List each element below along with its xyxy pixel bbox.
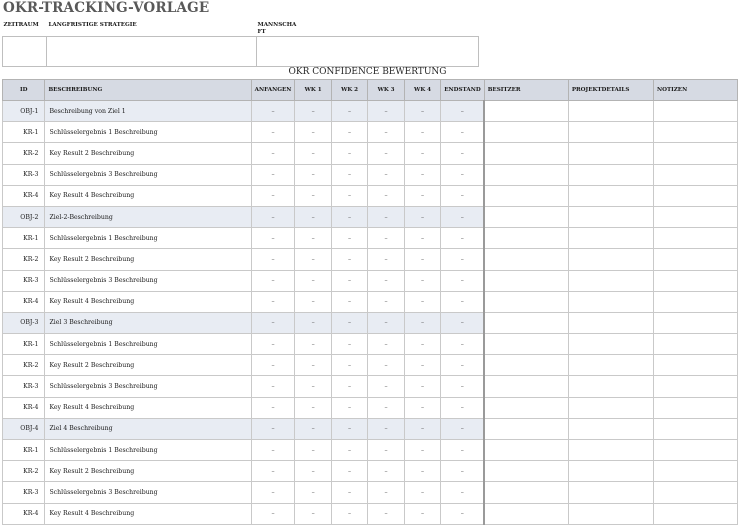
score-wk4[interactable]: –: [404, 206, 440, 227]
objective-row: [3, 206, 738, 227]
row-description[interactable]: Schlüsselergebnis 3 Beschreibung: [45, 270, 251, 291]
score-wk3[interactable]: –: [368, 312, 404, 333]
score-wk4[interactable]: –: [404, 270, 440, 291]
project-details-cell[interactable]: [568, 503, 653, 524]
score-final[interactable]: –: [441, 101, 484, 122]
key-result-row: [3, 164, 738, 185]
score-wk3[interactable]: –: [368, 185, 404, 206]
score-wk2[interactable]: –: [331, 376, 367, 397]
score-wk1[interactable]: –: [295, 270, 331, 291]
score-wk3[interactable]: –: [368, 122, 404, 143]
score-wk2[interactable]: –: [331, 185, 367, 206]
project-details-cell[interactable]: [568, 101, 653, 122]
col-header-final: ENDSTAND: [441, 80, 484, 101]
score-start[interactable]: –: [251, 461, 295, 482]
key-result-row: [3, 376, 738, 397]
score-start[interactable]: –: [251, 143, 295, 164]
score-wk4[interactable]: –: [404, 397, 440, 418]
score-final[interactable]: –: [441, 397, 484, 418]
row-id: KR-4: [3, 397, 45, 418]
score-wk3[interactable]: –: [368, 482, 404, 503]
score-wk1[interactable]: –: [295, 228, 331, 249]
score-final[interactable]: –: [441, 312, 484, 333]
score-wk4[interactable]: –: [404, 228, 440, 249]
objective-row: [3, 418, 738, 439]
score-final[interactable]: –: [441, 143, 484, 164]
score-start[interactable]: –: [251, 122, 295, 143]
score-wk2[interactable]: –: [331, 397, 367, 418]
project-details-cell[interactable]: [568, 334, 653, 355]
page-title: OKR-TRACKING-VORLAGE: [3, 0, 210, 16]
notes-cell[interactable]: [653, 312, 737, 333]
score-start[interactable]: –: [251, 206, 295, 227]
objective-row: [3, 101, 738, 122]
row-id: OBJ-1: [3, 101, 45, 122]
score-wk4[interactable]: –: [404, 164, 440, 185]
row-id: OBJ-3: [3, 312, 45, 333]
score-wk1[interactable]: –: [295, 101, 331, 122]
notes-cell[interactable]: [653, 482, 737, 503]
score-wk2[interactable]: –: [331, 101, 367, 122]
score-wk4[interactable]: –: [404, 291, 440, 312]
score-start[interactable]: –: [251, 164, 295, 185]
key-result-row: [3, 355, 738, 376]
notes-cell[interactable]: [653, 334, 737, 355]
row-id: KR-3: [3, 482, 45, 503]
score-final[interactable]: –: [441, 270, 484, 291]
score-final[interactable]: –: [441, 228, 484, 249]
project-details-cell[interactable]: [568, 143, 653, 164]
owner-cell[interactable]: [484, 185, 568, 206]
row-description[interactable]: Ziel-2-Beschreibung: [45, 206, 251, 227]
notes-cell[interactable]: [653, 397, 737, 418]
notes-cell[interactable]: [653, 206, 737, 227]
strategy-label: LANGFRISTIGE STRATEGIE: [48, 22, 137, 28]
notes-cell[interactable]: [653, 185, 737, 206]
row-id: KR-1: [3, 440, 45, 461]
project-details-cell[interactable]: [568, 397, 653, 418]
owner-cell[interactable]: [484, 503, 568, 524]
owner-cell[interactable]: [484, 122, 568, 143]
score-wk3[interactable]: –: [368, 164, 404, 185]
score-final[interactable]: –: [441, 164, 484, 185]
score-start[interactable]: –: [251, 503, 295, 524]
notes-cell[interactable]: [653, 461, 737, 482]
score-wk2[interactable]: –: [331, 249, 367, 270]
score-start[interactable]: –: [251, 397, 295, 418]
row-id: KR-3: [3, 164, 45, 185]
owner-cell[interactable]: [484, 440, 568, 461]
project-details-cell[interactable]: [568, 376, 653, 397]
row-description[interactable]: Key Result 4 Beschreibung: [45, 291, 251, 312]
row-description[interactable]: Schlüsselergebnis 1 Beschreibung: [45, 440, 251, 461]
row-id: KR-1: [3, 228, 45, 249]
score-wk3[interactable]: –: [368, 503, 404, 524]
row-description[interactable]: Key Result 2 Beschreibung: [45, 143, 251, 164]
score-start[interactable]: –: [251, 270, 295, 291]
score-start[interactable]: –: [251, 291, 295, 312]
score-final[interactable]: –: [441, 249, 484, 270]
row-description[interactable]: Ziel 3 Beschreibung: [45, 312, 251, 333]
score-start[interactable]: –: [251, 376, 295, 397]
row-description[interactable]: Key Result 4 Beschreibung: [45, 185, 251, 206]
score-wk2[interactable]: –: [331, 164, 367, 185]
key-result-row: [3, 185, 738, 206]
col-header-wk3: WK 3: [368, 80, 404, 101]
confidence-heading: OKR CONFIDENCE BEWERTUNG: [288, 67, 447, 77]
objective-row: [3, 312, 738, 333]
score-start[interactable]: –: [251, 101, 295, 122]
score-wk4[interactable]: –: [404, 143, 440, 164]
key-result-row: [3, 440, 738, 461]
row-description[interactable]: Schlüsselergebnis 1 Beschreibung: [45, 228, 251, 249]
period-field[interactable]: [3, 37, 47, 67]
notes-cell[interactable]: [653, 143, 737, 164]
strategy-field[interactable]: [47, 37, 257, 67]
score-wk2[interactable]: –: [331, 440, 367, 461]
score-wk4[interactable]: –: [404, 185, 440, 206]
score-wk2[interactable]: –: [331, 206, 367, 227]
owner-cell[interactable]: [484, 482, 568, 503]
owner-cell[interactable]: [484, 228, 568, 249]
score-wk3[interactable]: –: [368, 461, 404, 482]
score-final[interactable]: –: [441, 418, 484, 439]
score-wk1[interactable]: –: [295, 291, 331, 312]
score-start[interactable]: –: [251, 312, 295, 333]
score-wk2[interactable]: –: [331, 270, 367, 291]
project-details-cell[interactable]: [568, 206, 653, 227]
row-id: KR-2: [3, 461, 45, 482]
notes-cell[interactable]: [653, 228, 737, 249]
score-wk4[interactable]: –: [404, 334, 440, 355]
row-id: KR-3: [3, 376, 45, 397]
score-wk3[interactable]: –: [368, 228, 404, 249]
owner-cell[interactable]: [484, 397, 568, 418]
score-start[interactable]: –: [251, 418, 295, 439]
col-header-start: ANFANGEN: [251, 80, 295, 101]
score-wk4[interactable]: –: [404, 461, 440, 482]
col-header-project-details: PROJEKTDETAILS: [568, 80, 653, 101]
project-details-cell[interactable]: [568, 312, 653, 333]
notes-cell[interactable]: [653, 440, 737, 461]
col-header-wk4: WK 4: [404, 80, 440, 101]
project-details-cell[interactable]: [568, 418, 653, 439]
row-id: KR-2: [3, 143, 45, 164]
owner-cell[interactable]: [484, 164, 568, 185]
score-final[interactable]: –: [441, 206, 484, 227]
team-label: [257, 19, 479, 37]
owner-cell[interactable]: [484, 355, 568, 376]
row-description[interactable]: Schlüsselergebnis 1 Beschreibung: [45, 122, 251, 143]
score-wk1[interactable]: –: [295, 164, 331, 185]
score-final[interactable]: –: [441, 291, 484, 312]
row-id: KR-1: [3, 334, 45, 355]
score-final[interactable]: –: [441, 334, 484, 355]
score-wk2[interactable]: –: [331, 291, 367, 312]
owner-cell[interactable]: [484, 312, 568, 333]
score-wk3[interactable]: –: [368, 206, 404, 227]
score-wk2[interactable]: –: [331, 482, 367, 503]
score-wk4[interactable]: –: [404, 503, 440, 524]
score-final[interactable]: –: [441, 461, 484, 482]
row-id: KR-2: [3, 355, 45, 376]
score-wk4[interactable]: –: [404, 312, 440, 333]
owner-cell[interactable]: [484, 334, 568, 355]
project-details-cell[interactable]: [568, 461, 653, 482]
owner-cell[interactable]: [484, 270, 568, 291]
key-result-row: [3, 482, 738, 503]
key-result-row: [3, 270, 738, 291]
owner-cell[interactable]: [484, 143, 568, 164]
row-id: KR-1: [3, 122, 45, 143]
score-start[interactable]: –: [251, 228, 295, 249]
score-wk1[interactable]: –: [295, 503, 331, 524]
score-wk1[interactable]: –: [295, 440, 331, 461]
col-header-owner: BESITZER: [484, 80, 568, 101]
key-result-row: [3, 334, 738, 355]
row-id: KR-4: [3, 185, 45, 206]
team-label-text: MANNSCHA FT: [257, 22, 297, 35]
score-final[interactable]: –: [441, 355, 484, 376]
notes-cell[interactable]: [653, 270, 737, 291]
score-start[interactable]: –: [251, 355, 295, 376]
notes-cell[interactable]: [653, 376, 737, 397]
score-wk2[interactable]: –: [331, 418, 367, 439]
score-wk3[interactable]: –: [368, 355, 404, 376]
project-details-cell[interactable]: [568, 185, 653, 206]
row-id: OBJ-2: [3, 206, 45, 227]
score-wk3[interactable]: –: [368, 440, 404, 461]
okr-table: [2, 79, 738, 525]
key-result-row: [3, 397, 738, 418]
row-description[interactable]: Schlüsselergebnis 3 Beschreibung: [45, 164, 251, 185]
notes-cell[interactable]: [653, 355, 737, 376]
score-wk3[interactable]: –: [368, 101, 404, 122]
score-wk1[interactable]: –: [295, 206, 331, 227]
notes-cell[interactable]: [653, 122, 737, 143]
row-description[interactable]: Schlüsselergebnis 1 Beschreibung: [45, 334, 251, 355]
score-wk1[interactable]: –: [295, 461, 331, 482]
score-wk4[interactable]: –: [404, 418, 440, 439]
row-description[interactable]: Schlüsselergebnis 3 Beschreibung: [45, 482, 251, 503]
notes-cell[interactable]: [653, 101, 737, 122]
score-start[interactable]: –: [251, 440, 295, 461]
score-wk2[interactable]: –: [331, 461, 367, 482]
key-result-row: [3, 143, 738, 164]
key-result-row: [3, 228, 738, 249]
project-details-cell[interactable]: [568, 482, 653, 503]
row-id: KR-4: [3, 291, 45, 312]
row-id: KR-4: [3, 503, 45, 524]
score-wk4[interactable]: –: [404, 249, 440, 270]
score-wk3[interactable]: –: [368, 418, 404, 439]
owner-cell[interactable]: [484, 101, 568, 122]
score-final[interactable]: –: [441, 440, 484, 461]
notes-cell[interactable]: [653, 249, 737, 270]
row-description[interactable]: Key Result 2 Beschreibung: [45, 355, 251, 376]
score-wk1[interactable]: –: [295, 376, 331, 397]
row-description[interactable]: Key Result 4 Beschreibung: [45, 397, 251, 418]
score-wk3[interactable]: –: [368, 334, 404, 355]
score-final[interactable]: –: [441, 503, 484, 524]
score-wk1[interactable]: –: [295, 482, 331, 503]
score-wk2[interactable]: –: [331, 355, 367, 376]
key-result-row: [3, 122, 738, 143]
row-id: KR-2: [3, 249, 45, 270]
score-wk4[interactable]: –: [404, 101, 440, 122]
notes-cell[interactable]: [653, 418, 737, 439]
project-details-cell[interactable]: [568, 291, 653, 312]
row-id: KR-3: [3, 270, 45, 291]
owner-cell[interactable]: [484, 249, 568, 270]
key-result-row: [3, 249, 738, 270]
row-description[interactable]: Key Result 4 Beschreibung: [45, 503, 251, 524]
row-description[interactable]: Ziel 4 Beschreibung: [45, 418, 251, 439]
score-start[interactable]: –: [251, 482, 295, 503]
row-description[interactable]: Key Result 2 Beschreibung: [45, 461, 251, 482]
score-wk2[interactable]: –: [331, 503, 367, 524]
score-wk3[interactable]: –: [368, 249, 404, 270]
score-wk2[interactable]: –: [331, 228, 367, 249]
score-start[interactable]: –: [251, 185, 295, 206]
score-final[interactable]: –: [441, 482, 484, 503]
score-final[interactable]: –: [441, 122, 484, 143]
score-wk1[interactable]: –: [295, 143, 331, 164]
owner-cell[interactable]: [484, 376, 568, 397]
owner-cell[interactable]: [484, 206, 568, 227]
score-wk1[interactable]: –: [295, 185, 331, 206]
team-field[interactable]: [257, 37, 479, 67]
score-wk2[interactable]: –: [331, 334, 367, 355]
score-wk3[interactable]: –: [368, 143, 404, 164]
score-wk2[interactable]: –: [331, 122, 367, 143]
row-id: OBJ-4: [3, 418, 45, 439]
project-details-cell[interactable]: [568, 270, 653, 291]
notes-cell[interactable]: [653, 503, 737, 524]
col-header-id: ID: [3, 80, 45, 101]
score-wk1[interactable]: –: [295, 122, 331, 143]
project-details-cell[interactable]: [568, 122, 653, 143]
owner-cell[interactable]: [484, 461, 568, 482]
score-wk3[interactable]: –: [368, 397, 404, 418]
score-wk1[interactable]: –: [295, 355, 331, 376]
owner-cell[interactable]: [484, 418, 568, 439]
score-wk1[interactable]: –: [295, 397, 331, 418]
score-wk2[interactable]: –: [331, 143, 367, 164]
key-result-row: [3, 503, 738, 524]
project-details-cell[interactable]: [568, 228, 653, 249]
col-header-wk1: WK 1: [295, 80, 331, 101]
row-description[interactable]: Schlüsselergebnis 3 Beschreibung: [45, 376, 251, 397]
row-description[interactable]: Key Result 2 Beschreibung: [45, 249, 251, 270]
score-wk3[interactable]: –: [368, 376, 404, 397]
notes-cell[interactable]: [653, 164, 737, 185]
row-description[interactable]: Beschreibung von Ziel 1: [45, 101, 251, 122]
score-wk3[interactable]: –: [368, 291, 404, 312]
score-wk4[interactable]: –: [404, 376, 440, 397]
score-wk1[interactable]: –: [295, 418, 331, 439]
project-details-cell[interactable]: [568, 440, 653, 461]
score-final[interactable]: –: [441, 376, 484, 397]
score-wk3[interactable]: –: [368, 270, 404, 291]
score-wk4[interactable]: –: [404, 122, 440, 143]
col-header-notes: NOTIZEN: [653, 80, 737, 101]
score-wk4[interactable]: –: [404, 482, 440, 503]
notes-cell[interactable]: [653, 291, 737, 312]
key-result-row: [3, 461, 738, 482]
score-start[interactable]: –: [251, 249, 295, 270]
owner-cell[interactable]: [484, 291, 568, 312]
header-fields: [2, 19, 479, 67]
key-result-row: [3, 291, 738, 312]
score-wk4[interactable]: –: [404, 355, 440, 376]
score-wk1[interactable]: –: [295, 334, 331, 355]
score-final[interactable]: –: [441, 185, 484, 206]
project-details-cell[interactable]: [568, 249, 653, 270]
period-label: ZEITRAUM: [3, 22, 39, 28]
score-wk1[interactable]: –: [295, 249, 331, 270]
score-start[interactable]: –: [251, 334, 295, 355]
score-wk1[interactable]: –: [295, 312, 331, 333]
score-wk2[interactable]: –: [331, 312, 367, 333]
project-details-cell[interactable]: [568, 355, 653, 376]
score-wk4[interactable]: –: [404, 440, 440, 461]
col-header-description: BESCHREIBUNG: [45, 80, 251, 101]
project-details-cell[interactable]: [568, 164, 653, 185]
table-header-row: [3, 80, 738, 101]
col-header-wk2: WK 2: [331, 80, 367, 101]
